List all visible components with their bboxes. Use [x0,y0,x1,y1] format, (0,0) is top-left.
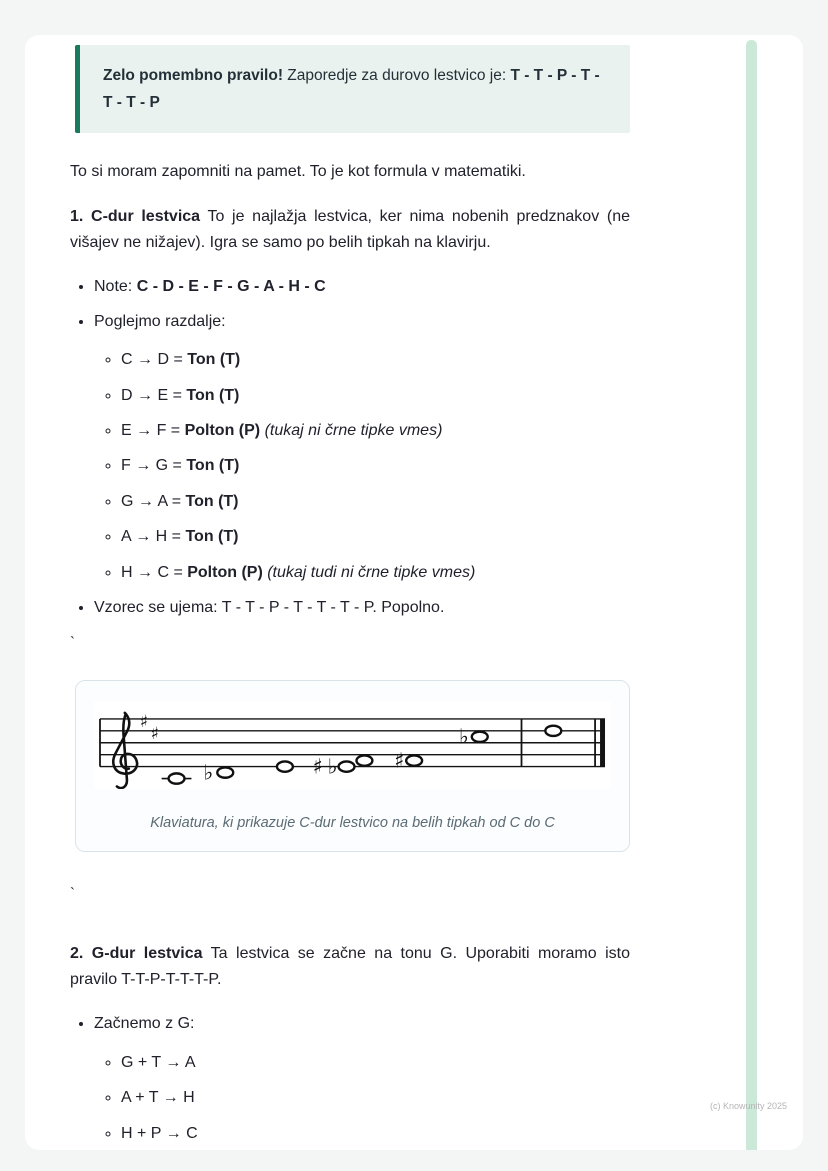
distance-note: (tukaj ni črne tipke vmes) [260,421,443,439]
notes-value: C - D - E - F - G - A - H - C [136,278,326,296]
final-thick-barline [600,719,605,767]
distance-item [121,560,630,586]
important-rule-callout [75,45,630,133]
distance-item [121,453,630,479]
distance-pre: C → D = [121,351,188,369]
list-item-notes [94,274,630,300]
sharp-icon: ♯ [394,748,405,773]
intro-paragraph: To si moram zapomniti na pamet. To je kot formula v matematiki. [70,163,526,181]
distance-bold: Polton (P) [184,421,261,439]
treble-clef-icon [113,713,137,788]
knowunity-watermark: (c) Knowunity 2025 [709,1101,787,1111]
step-item: ◦ G + T → A [121,1050,630,1076]
section1-heading: 1. C-dur lestvica [70,207,201,225]
section2-heading: 2. G-dur lestvica [70,944,203,962]
whole-note [406,756,422,766]
stray-backtick: ` [70,634,75,652]
figure-caption: Klaviatura, ki prikazuje C-dur lestvico na belih tipkah od C do C [150,814,555,831]
section1-text: To je najlažja lestvica, ker nima nobenih predznakov (ne višajev ne nižajev). Igra se samo po belih tipkah na klavirju. [70,207,630,252]
flat-icon: ♭ [203,760,214,785]
document-content [25,35,803,1147]
notes-label: Note: [94,278,137,296]
flat-icon: ♭ [327,754,338,779]
distance-bold: Ton (T) [185,492,239,510]
whole-note [277,762,293,772]
distance-pre: D → E = [121,386,187,404]
distance-item [121,347,630,373]
document-page [25,35,803,1150]
flat-icon: ♭ [458,725,469,750]
distance-item [121,418,630,444]
distance-bold: Ton (T) [187,351,241,369]
distance-pre: H → C = [121,563,188,581]
whole-note [169,774,185,784]
distance-item [121,383,630,409]
distance-pre: F → G = [121,457,187,475]
section2-list [70,1011,630,1147]
distance-bold: Ton (T) [185,528,239,546]
distance-bold: Polton (P) [187,563,263,581]
distance-pre: A → H = [121,528,186,546]
callout-pattern: T - T - P - T - T - T - P [103,67,600,112]
section2-paragraph [70,941,630,994]
distance-item [121,489,630,515]
steps-sublist [94,1050,630,1147]
step-item: ◦ A + T → H [121,1085,630,1111]
music-staff-svg [94,701,611,788]
distance-bold: Ton (T) [186,457,240,475]
distance-pre: G → A = [121,492,186,510]
distance-note: (tukaj tudi ni črne tipke vmes) [262,563,476,581]
distance-item [121,524,630,550]
callout-text [103,62,608,116]
music-figure-card [75,680,630,851]
music-staff-image [94,701,611,788]
distances-sublist [94,347,630,586]
page-accent-strip [746,40,757,1150]
list-item-pattern-check: • Vzorec se ujema: T - T - P - T - T - T - P. Popolno. [94,595,630,621]
stray-backtick: ` [70,884,75,902]
whole-note [356,756,372,766]
sharp-icon: ♯ [312,754,323,779]
list-item-start [94,1011,630,1147]
staff-lines [100,719,605,767]
whole-note [217,768,233,778]
key-sharp-icon: ♯ [150,723,159,744]
whole-note [472,732,488,742]
distance-pre: E → F = [121,421,185,439]
start-label: Začnemo z G: [94,1015,195,1033]
distance-bold: Ton (T) [186,386,240,404]
section1-list [70,274,630,621]
callout-lead: Zelo pomembno pravilo! [103,67,283,84]
callout-body: Zaporedje za durovo lestvico je: [282,67,511,84]
whole-note [545,726,561,736]
section1-paragraph [70,204,630,257]
list-item-distances [94,309,630,586]
key-sharp-icon: ♯ [139,711,148,732]
step-item: ◦ H + P → C [121,1121,630,1147]
distances-label: Poglejmo razdalje: [94,312,226,330]
section2-text: Ta lestvica se začne na tonu G. Uporabiti moramo isto pravilo T-T-P-T-T-T-P. [70,944,630,988]
whole-note [339,762,355,772]
